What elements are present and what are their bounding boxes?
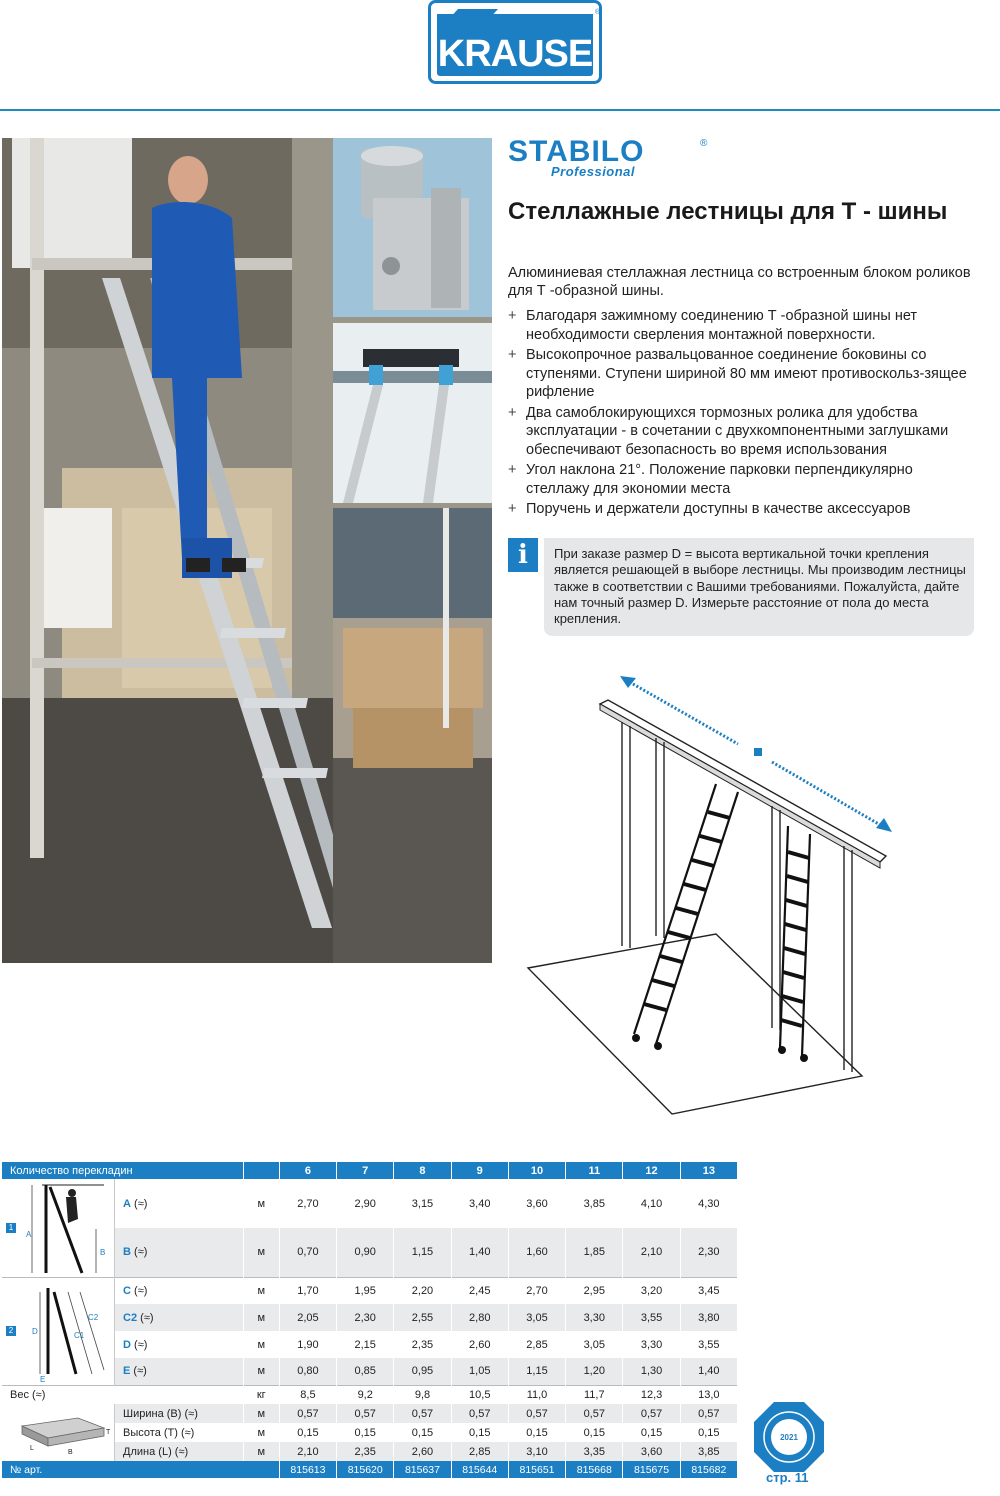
table-cell: 3,05 [508, 1304, 565, 1331]
group2-number: 2 [6, 1326, 16, 1336]
table-cell: 1,90 [279, 1331, 336, 1358]
row-a-approx: (≈) [130, 1197, 148, 1210]
table-cell: 2,55 [394, 1304, 451, 1331]
brand-reg-mark: ® [700, 138, 708, 149]
group1-number: 1 [6, 1223, 16, 1233]
table-cell: 3,40 [451, 1179, 508, 1228]
table-cell: 2,45 [451, 1277, 508, 1304]
photo-rail-bracket [333, 323, 492, 503]
row-c2-approx: (≈) [137, 1311, 154, 1324]
table-cell: 10,5 [451, 1385, 508, 1404]
table-cell: 0,15 [451, 1423, 508, 1442]
table-cell: 2,70 [508, 1277, 565, 1304]
table-header-row [2, 1162, 738, 1179]
col-9: 9 [451, 1162, 508, 1179]
table-cell: 2,85 [508, 1331, 565, 1358]
table-cell: 1,85 [566, 1228, 623, 1277]
krause-logo [428, 0, 602, 84]
page-reference: стр. 11 [766, 1470, 809, 1485]
row-e-label: E [123, 1365, 131, 1378]
table-cell: 4,10 [623, 1179, 680, 1228]
table-cell: 8,5 [279, 1385, 336, 1404]
row-d-unit: м [243, 1331, 279, 1358]
logo-text: KRAUSE [437, 33, 593, 75]
row-b-label: B [123, 1246, 131, 1259]
row-c2-label: C2 [123, 1311, 138, 1324]
table-cell: 1,95 [337, 1277, 394, 1304]
feature-item: + Высокопрочное развальцованное соединение боковины со ступенями. Ступени шириной 80 мм имеют противоскольз-зящее рифление [508, 346, 978, 402]
table-cell: 0,15 [279, 1423, 336, 1442]
row-weight-label: Вес (≈) [2, 1385, 243, 1404]
table-cell: 3,80 [680, 1304, 737, 1331]
quality-seal-icon [752, 1400, 826, 1474]
dim-d-label: D [32, 1326, 38, 1336]
row-b-unit: м [243, 1228, 279, 1277]
table-cell: 0,57 [566, 1404, 623, 1423]
header-rule [0, 109, 1000, 111]
dim-e-label: E [40, 1374, 46, 1382]
row-a [2, 1179, 738, 1228]
table-cell: 9,8 [394, 1385, 451, 1404]
table-cell: 3,60 [508, 1179, 565, 1228]
article-cell: 815620 [337, 1461, 394, 1478]
info-text: При заказе размер D = высота вертикальной точки крепления является решающей в выборе лестницы. Мы производим лестницы также в соответствии с Вашими требованиями. Пожалуйста, дайте нам точный размер D. Измерьте расстояние от пола до места крепления. [554, 546, 966, 627]
table-cell: 3,05 [566, 1331, 623, 1358]
table-cell: 1,30 [623, 1358, 680, 1385]
dim-c1-label: C1 [74, 1330, 85, 1340]
table-cell: 2,15 [337, 1331, 394, 1358]
table-cell: 3,55 [623, 1304, 680, 1331]
col-8: 8 [394, 1162, 451, 1179]
table-cell: 0,57 [279, 1404, 336, 1423]
group1-sketch [2, 1179, 115, 1277]
header-label: Количество перекладин [2, 1162, 243, 1179]
table-cell: 2,90 [337, 1179, 394, 1228]
row-d-label: D [123, 1338, 131, 1351]
row-c-approx: (≈) [130, 1284, 148, 1297]
table-cell: 2,85 [451, 1442, 508, 1461]
dim-a-label: A [26, 1230, 32, 1239]
feature-item: + Поручень и держатели доступны в качестве аксессуаров [508, 500, 978, 519]
table-cell: 3,85 [680, 1442, 737, 1461]
row-length-label: Длина (L) (≈) [115, 1442, 244, 1461]
table-cell: 2,60 [394, 1442, 451, 1461]
table-cell: 2,95 [566, 1277, 623, 1304]
seal-year: 2021 [780, 1433, 798, 1442]
table-cell: 1,20 [566, 1358, 623, 1385]
article-cell: 815668 [566, 1461, 623, 1478]
dim-t-label: T [106, 1429, 111, 1436]
table-cell: 2,35 [394, 1331, 451, 1358]
row-c-unit: м [243, 1277, 279, 1304]
table-cell: 1,05 [451, 1358, 508, 1385]
table-cell: 1,70 [279, 1277, 336, 1304]
table-cell: 0,57 [508, 1404, 565, 1423]
spec-table [2, 1162, 738, 1478]
table-cell: 3,20 [623, 1277, 680, 1304]
brand-sub: Professional [551, 164, 636, 179]
row-c-label: C [123, 1284, 131, 1297]
table-cell: 0,57 [337, 1404, 394, 1423]
table-cell: 0,70 [279, 1228, 336, 1277]
table-cell: 0,15 [623, 1423, 680, 1442]
table-cell: 1,40 [680, 1358, 737, 1385]
feature-list [508, 307, 978, 521]
table-cell: 2,30 [680, 1228, 737, 1277]
row-length-unit: м [243, 1442, 279, 1461]
table-cell: 11,7 [566, 1385, 623, 1404]
row-height-unit: м [243, 1423, 279, 1442]
article-cell: 815675 [623, 1461, 680, 1478]
table-cell: 2,10 [623, 1228, 680, 1277]
row-article-label: № арт. [2, 1461, 279, 1478]
table-cell: 0,57 [680, 1404, 737, 1423]
table-cell: 2,60 [451, 1331, 508, 1358]
article-cell: 815637 [394, 1461, 451, 1478]
table-cell: 2,80 [451, 1304, 508, 1331]
row-article [2, 1461, 738, 1478]
col-12: 12 [623, 1162, 680, 1179]
dim-l-label: L [30, 1445, 34, 1452]
row-a-label: A [123, 1197, 131, 1210]
feature-item: + Два самоблокирующихся тормозных ролика для удобства эксплуатации - в сочетании с двухкомпонентными заглушками обеспечивают безопасность во время использования [508, 404, 978, 460]
row-a-unit: м [243, 1179, 279, 1228]
table-cell: 3,45 [680, 1277, 737, 1304]
table-cell: 0,15 [337, 1423, 394, 1442]
info-box [508, 538, 974, 636]
row-d-approx: (≈) [130, 1338, 148, 1351]
table-cell: 2,70 [279, 1179, 336, 1228]
table-cell: 3,15 [394, 1179, 451, 1228]
col-11: 11 [566, 1162, 623, 1179]
table-cell: 4,30 [680, 1179, 737, 1228]
table-cell: 0,95 [394, 1358, 451, 1385]
row-c2-unit: м [243, 1304, 279, 1331]
row-width [2, 1404, 738, 1423]
table-cell: 1,60 [508, 1228, 565, 1277]
rail-ladder-diagram [526, 666, 898, 1120]
table-cell: 0,90 [337, 1228, 394, 1277]
table-cell: 2,35 [337, 1442, 394, 1461]
feature-item: + Угол наклона 21°. Положение парковки перпендикулярно стеллажу для экономии места [508, 461, 978, 498]
article-cell: 815644 [451, 1461, 508, 1478]
table-cell: 0,15 [566, 1423, 623, 1442]
dim-bp-label: B [68, 1449, 73, 1456]
table-cell: 3,30 [623, 1331, 680, 1358]
row-b-approx: (≈) [130, 1246, 148, 1259]
table-cell: 1,15 [394, 1228, 451, 1277]
row-e-unit: м [243, 1358, 279, 1385]
col-13: 13 [680, 1162, 737, 1179]
info-icon: i [508, 538, 538, 572]
table-cell: 12,3 [623, 1385, 680, 1404]
table-cell: 3,85 [566, 1179, 623, 1228]
article-cell: 815651 [508, 1461, 565, 1478]
table-cell: 0,57 [623, 1404, 680, 1423]
row-width-unit: м [243, 1404, 279, 1423]
group2-sketch [2, 1277, 115, 1385]
table-cell: 3,10 [508, 1442, 565, 1461]
row-weight [2, 1385, 738, 1404]
ladder-parked-sketch-icon [14, 1282, 114, 1382]
table-cell: 0,57 [451, 1404, 508, 1423]
photo-roller-detail [333, 138, 492, 317]
table-cell: 1,40 [451, 1228, 508, 1277]
photo-warehouse [333, 508, 492, 963]
table-cell: 13,0 [680, 1385, 737, 1404]
article-cell: 815613 [279, 1461, 336, 1478]
table-cell: 1,15 [508, 1358, 565, 1385]
table-cell: 2,20 [394, 1277, 451, 1304]
table-cell: 2,10 [279, 1442, 336, 1461]
table-cell: 3,55 [680, 1331, 737, 1358]
row-weight-unit: кг [243, 1385, 279, 1404]
dim-c2-label: C2 [88, 1312, 99, 1322]
table-cell: 2,05 [279, 1304, 336, 1331]
table-cell: 11,0 [508, 1385, 565, 1404]
row-c [2, 1277, 738, 1304]
ladder-sketch-icon [14, 1183, 114, 1277]
row-width-label: Ширина (B) (≈) [115, 1404, 244, 1423]
feature-item: + Благодаря зажимному соединению Т -образной шины нет необходимости сверления монтажной поверхности. [508, 307, 978, 344]
table-cell: 2,30 [337, 1304, 394, 1331]
row-height-label: Высота (T) (≈) [115, 1423, 244, 1442]
article-cell: 815682 [680, 1461, 737, 1478]
table-cell: 3,35 [566, 1442, 623, 1461]
table-cell: 3,60 [623, 1442, 680, 1461]
table-cell: 0,15 [394, 1423, 451, 1442]
col-6: 6 [279, 1162, 336, 1179]
svg-text:®: ® [595, 9, 601, 16]
col-7: 7 [337, 1162, 394, 1179]
dim-b-label: B [100, 1248, 106, 1257]
table-cell: 0,57 [394, 1404, 451, 1423]
col-10: 10 [508, 1162, 565, 1179]
table-cell: 0,80 [279, 1358, 336, 1385]
table-cell: 0,15 [508, 1423, 565, 1442]
table-cell: 3,30 [566, 1304, 623, 1331]
package-box-icon [16, 1406, 112, 1460]
brand-name: STABILO [508, 135, 645, 168]
intro-text: Алюминиевая стеллажная лестница со встроенным блоком роликов для Т -образной шины. [508, 265, 971, 299]
table-cell: 0,85 [337, 1358, 394, 1385]
row-e-approx: (≈) [130, 1365, 147, 1378]
stabilo-brand [508, 136, 728, 180]
page-title: Стеллажные лестницы для Т - шины [508, 198, 948, 225]
table-cell: 0,15 [680, 1423, 737, 1442]
table-cell: 9,2 [337, 1385, 394, 1404]
package-sketch [2, 1404, 115, 1461]
